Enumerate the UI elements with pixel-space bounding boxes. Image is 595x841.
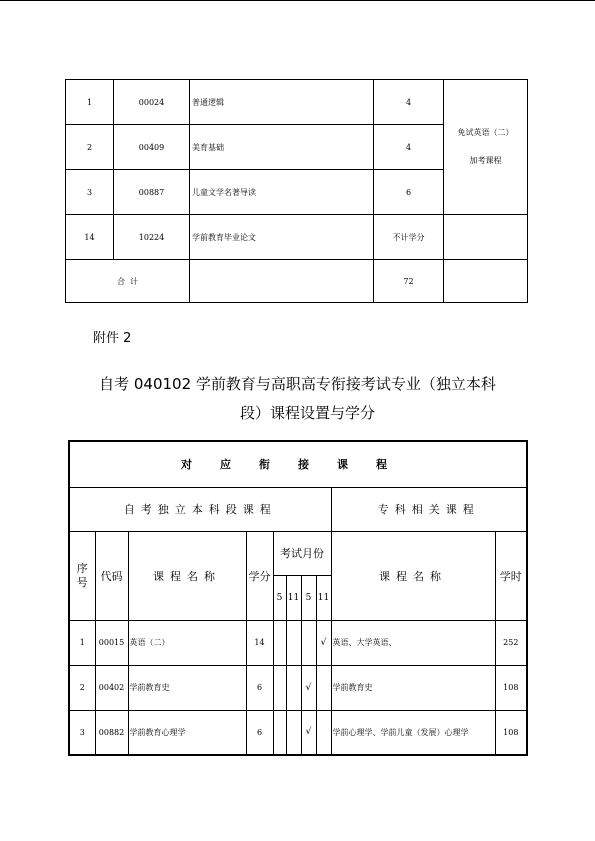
exam-mark: √	[316, 620, 331, 665]
table-row	[69, 620, 527, 665]
course-credit: 6	[246, 710, 273, 755]
course-credit: 14	[246, 620, 273, 665]
document-title-line-1: 自考 040102 学前教育与高职高专衔接考试专业（独立本科	[99, 375, 496, 393]
course-code: 00409	[114, 125, 190, 170]
document-title-line-2-wrap	[0, 402, 595, 423]
course-hours: 252	[495, 620, 527, 665]
row-number: 1	[66, 80, 114, 125]
course-credit: 4	[374, 80, 444, 125]
month-header: 5	[273, 575, 286, 620]
course-hours: 108	[495, 665, 527, 710]
course-credit: 不计学分	[374, 215, 444, 260]
month-header: 5	[301, 575, 316, 620]
course-name: 学前教育毕业论文	[190, 215, 374, 260]
table-row	[66, 215, 528, 260]
course-name: 学前教育心理学	[128, 710, 246, 755]
col-header-no-text: 序号	[76, 561, 88, 589]
col-header-code: 代码	[95, 531, 128, 620]
table-row	[69, 665, 527, 710]
document-title-line-2: 段）课程设置与学分	[239, 404, 375, 422]
month-header: 11	[286, 575, 301, 620]
course-name: 英语（二）	[128, 620, 246, 665]
course-code: 10224	[114, 215, 190, 260]
course-credit: 4	[374, 125, 444, 170]
left-section-header: 自考独立本科段课程	[69, 487, 331, 531]
exam-mark	[286, 710, 301, 755]
note-line-1: 免试英语（二）	[457, 128, 514, 137]
table-section-row	[69, 487, 527, 531]
exam-mark	[273, 665, 286, 710]
course-code: 00402	[95, 665, 128, 710]
col-header-hours: 学时	[495, 531, 527, 620]
month-header: 11	[316, 575, 331, 620]
table-header-row	[69, 441, 527, 487]
table-row	[66, 80, 528, 125]
row-number: 2	[66, 125, 114, 170]
exam-mark	[273, 710, 286, 755]
exam-mark: √	[301, 710, 316, 755]
course-hours: 108	[495, 710, 527, 755]
course-code: 00024	[114, 80, 190, 125]
course-table-part1	[65, 79, 528, 303]
exam-mark	[316, 665, 331, 710]
course-mapping-table	[68, 440, 528, 756]
related-course: 学前心理学、学前儿童（发展）心理学	[331, 710, 495, 755]
course-name: 普通逻辑	[190, 80, 374, 125]
right-section-header: 专科相关课程	[331, 487, 527, 531]
note-line-2: 加考课程	[469, 156, 502, 165]
empty-cell	[444, 215, 528, 260]
total-label: 合 计	[66, 260, 190, 303]
table-main-header: 对应衔接课程	[69, 441, 527, 487]
course-name: 儿童文学名著导读	[190, 170, 374, 215]
column-header-row	[69, 531, 527, 575]
empty-cell	[444, 260, 528, 303]
course-name: 学前教育史	[128, 665, 246, 710]
row-number: 3	[66, 170, 114, 215]
col-header-related-name: 课程名称	[331, 531, 495, 620]
related-course: 学前教育史	[331, 665, 495, 710]
course-code: 00882	[95, 710, 128, 755]
attachment-label: 附件 2	[93, 331, 132, 346]
exam-mark: √	[301, 665, 316, 710]
course-credit: 6	[374, 170, 444, 215]
course-name: 美育基础	[190, 125, 374, 170]
col-header-exam-month: 考试月份	[273, 531, 331, 575]
course-code: 00015	[95, 620, 128, 665]
row-number: 14	[66, 215, 114, 260]
table-row	[69, 710, 527, 755]
exam-mark	[273, 620, 286, 665]
exam-mark	[316, 710, 331, 755]
row-number: 1	[69, 620, 95, 665]
exam-mark	[301, 620, 316, 665]
row-number: 3	[69, 710, 95, 755]
related-course: 英语、大学英语、	[331, 620, 495, 665]
col-header-no	[69, 531, 95, 620]
total-value: 72	[374, 260, 444, 303]
row-number: 2	[69, 665, 95, 710]
course-code: 00887	[114, 170, 190, 215]
col-header-name: 课程名称	[128, 531, 246, 620]
top-border-line	[0, 0, 595, 1]
exam-mark	[286, 620, 301, 665]
total-row	[66, 260, 528, 303]
col-header-credit: 学分	[246, 531, 273, 620]
course-credit: 6	[246, 665, 273, 710]
empty-cell	[190, 260, 374, 303]
exemption-note	[444, 80, 528, 215]
exam-mark	[286, 665, 301, 710]
